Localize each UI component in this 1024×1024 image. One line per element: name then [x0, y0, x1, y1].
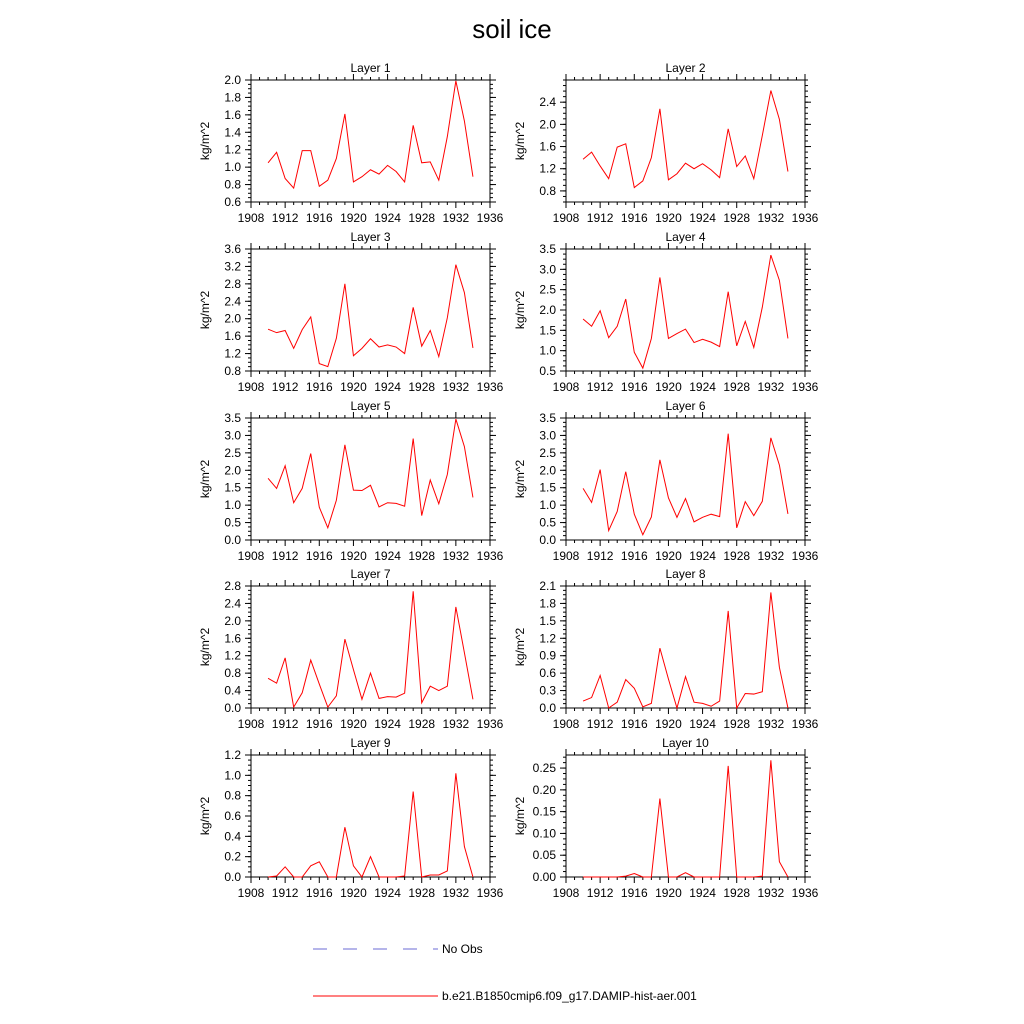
x-tick-label: 1912: [271, 549, 299, 563]
y-tick-label: 2.0: [539, 303, 556, 317]
x-tick-label: 1916: [305, 886, 333, 900]
series-line: [583, 255, 788, 368]
x-tick-label: 1936: [791, 211, 819, 225]
y-tick-label: 0.8: [224, 666, 241, 681]
y-tick-label: 0.0: [224, 533, 241, 547]
x-tick-label: 1924: [374, 211, 401, 225]
y-tick-label: 3.0: [539, 262, 556, 277]
x-tick-label: 1916: [620, 211, 648, 225]
x-tick-label: 1928: [723, 717, 751, 731]
y-tick-label: 2.0: [224, 613, 241, 628]
y-tick-label: 1.5: [539, 613, 556, 628]
y-axis-label: kg/m^2: [513, 627, 527, 667]
x-tick-label: 1924: [374, 886, 401, 900]
y-tick-label: 2.4: [224, 596, 241, 611]
y-tick-label: 1.6: [224, 107, 241, 122]
y-tick-label: 0.6: [539, 666, 556, 681]
x-tick-label: 1928: [723, 886, 751, 900]
x-tick-label: 1916: [305, 549, 333, 563]
y-tick-label: 1.8: [539, 596, 556, 611]
x-tick-label: 1908: [237, 717, 265, 731]
x-tick-label: 1936: [791, 549, 819, 563]
panel-title: Layer 1: [350, 61, 391, 75]
y-tick-label: 0.00: [532, 870, 556, 884]
y-tick-label: 0.25: [532, 761, 556, 776]
panel-8: [513, 567, 819, 731]
panel-2: [513, 61, 819, 225]
y-tick-label: 2.0: [224, 463, 241, 478]
x-tick-label: 1912: [586, 211, 614, 225]
x-tick-label: 1908: [237, 549, 265, 563]
x-tick-label: 1924: [374, 380, 401, 394]
y-axis-label: kg/m^2: [198, 627, 212, 667]
x-tick-label: 1912: [586, 380, 614, 394]
y-tick-label: 2.0: [539, 463, 556, 478]
y-tick-label: 0.8: [224, 177, 241, 192]
x-tick-label: 1916: [620, 549, 648, 563]
y-tick-label: 0.8: [539, 183, 556, 198]
y-tick-label: 1.6: [224, 329, 241, 344]
series-line: [268, 81, 473, 188]
y-tick-label: 0.20: [532, 782, 556, 797]
x-tick-label: 1932: [757, 886, 785, 900]
x-tick-label: 1908: [552, 717, 580, 731]
y-tick-label: 1.2: [224, 648, 241, 663]
x-tick-label: 1928: [723, 380, 751, 394]
panel-5: [198, 399, 504, 563]
y-tick-label: 1.6: [224, 631, 241, 646]
x-tick-label: 1924: [689, 211, 716, 225]
series-line: [268, 419, 473, 528]
x-tick-label: 1916: [305, 380, 333, 394]
x-tick-label: 1932: [442, 211, 470, 225]
x-tick-label: 1924: [689, 886, 716, 900]
x-tick-label: 1912: [271, 380, 299, 394]
y-tick-label: 1.2: [224, 748, 241, 762]
panel-title: Layer 4: [665, 230, 706, 244]
y-tick-label: 0.2: [224, 849, 241, 864]
x-tick-label: 1908: [237, 886, 265, 900]
y-tick-label: 0.6: [224, 195, 241, 209]
y-tick-label: 2.5: [224, 445, 241, 460]
y-axis-label: kg/m^2: [513, 290, 527, 330]
y-tick-label: 2.0: [539, 117, 556, 132]
y-tick-label: 3.5: [539, 411, 556, 425]
y-tick-label: 0.8: [224, 364, 241, 378]
x-tick-label: 1932: [442, 380, 470, 394]
y-tick-label: 3.6: [224, 242, 241, 256]
y-tick-label: 2.8: [224, 276, 241, 291]
y-tick-label: 1.2: [539, 161, 556, 176]
y-tick-label: 0.05: [532, 848, 556, 863]
x-tick-label: 1916: [620, 717, 648, 731]
series-line: [268, 773, 473, 877]
panel-title: Layer 10: [662, 736, 709, 750]
x-tick-label: 1928: [723, 211, 751, 225]
y-tick-label: 1.2: [224, 346, 241, 361]
x-tick-label: 1920: [340, 717, 367, 731]
panel-title: Layer 3: [350, 230, 391, 244]
x-tick-label: 1920: [655, 380, 682, 394]
x-tick-label: 1920: [655, 886, 682, 900]
panel-title: Layer 7: [350, 567, 391, 581]
panel-title: Layer 8: [665, 567, 706, 581]
y-tick-label: 2.5: [539, 282, 556, 297]
x-tick-label: 1908: [552, 211, 580, 225]
y-tick-label: 1.6: [539, 139, 556, 154]
y-tick-label: 1.0: [224, 160, 241, 175]
plot-frame: [566, 755, 805, 877]
plot-frame: [251, 249, 490, 371]
series-line: [583, 434, 788, 535]
y-axis-label: kg/m^2: [513, 121, 527, 161]
x-tick-label: 1924: [374, 717, 401, 731]
panel-title: Layer 5: [350, 399, 391, 413]
x-tick-label: 1908: [552, 886, 580, 900]
y-tick-label: 1.2: [224, 142, 241, 157]
x-tick-label: 1936: [476, 717, 504, 731]
y-axis-label: kg/m^2: [513, 459, 527, 499]
x-tick-label: 1912: [271, 886, 299, 900]
y-tick-label: 3.2: [224, 259, 241, 274]
x-tick-label: 1920: [340, 211, 367, 225]
panel-1: [198, 61, 504, 225]
y-tick-label: 0.5: [224, 515, 241, 530]
y-tick-label: 0.6: [224, 809, 241, 823]
plot-frame: [251, 755, 490, 877]
x-tick-label: 1936: [791, 886, 819, 900]
x-tick-label: 1912: [586, 717, 614, 731]
x-tick-label: 1912: [271, 211, 299, 225]
y-tick-label: 0.0: [224, 870, 241, 884]
series-line: [583, 592, 788, 708]
x-tick-label: 1920: [340, 886, 367, 900]
y-tick-label: 1.5: [224, 480, 241, 495]
x-tick-label: 1936: [476, 211, 504, 225]
y-tick-label: 0.0: [539, 533, 556, 547]
x-tick-label: 1932: [757, 717, 785, 731]
series-line: [268, 265, 473, 367]
y-tick-label: 3.5: [539, 242, 556, 256]
plot-frame: [251, 586, 490, 708]
y-tick-label: 3.0: [224, 428, 241, 443]
plot-frame: [251, 80, 490, 202]
series-line: [583, 760, 788, 877]
x-tick-label: 1928: [408, 549, 436, 563]
x-tick-label: 1928: [408, 717, 436, 731]
x-tick-label: 1928: [408, 886, 436, 900]
y-tick-label: 0.9: [539, 648, 556, 663]
y-axis-label: kg/m^2: [198, 796, 212, 836]
series-line: [268, 591, 473, 707]
legend-label: No Obs: [442, 942, 483, 956]
y-tick-label: 0.3: [539, 683, 556, 698]
y-tick-label: 0.8: [224, 788, 241, 803]
y-tick-label: 1.5: [539, 323, 556, 338]
y-tick-label: 0.15: [532, 804, 556, 819]
panel-9: [198, 736, 504, 900]
y-tick-label: 0.4: [224, 829, 241, 844]
y-tick-label: 2.8: [224, 579, 241, 593]
panel-3: [198, 230, 504, 394]
x-tick-label: 1924: [689, 717, 716, 731]
x-tick-label: 1932: [757, 380, 785, 394]
y-tick-label: 0.4: [224, 683, 241, 698]
y-tick-label: 0.10: [532, 826, 556, 841]
x-tick-label: 1936: [476, 886, 504, 900]
x-tick-label: 1912: [271, 717, 299, 731]
x-tick-label: 1936: [476, 549, 504, 563]
y-tick-label: 1.0: [224, 768, 241, 783]
x-tick-label: 1920: [655, 549, 682, 563]
chart-title: soil ice: [472, 14, 552, 44]
x-tick-label: 1936: [791, 380, 819, 394]
panel-title: Layer 9: [350, 736, 391, 750]
x-tick-label: 1932: [757, 549, 785, 563]
x-tick-label: 1936: [791, 717, 819, 731]
y-tick-label: 1.0: [539, 343, 556, 358]
y-tick-label: 2.0: [224, 73, 241, 87]
y-tick-label: 0.0: [224, 701, 241, 715]
x-tick-label: 1916: [620, 886, 648, 900]
y-tick-label: 2.1: [539, 579, 556, 593]
x-tick-label: 1924: [374, 549, 401, 563]
panel-title: Layer 6: [665, 399, 706, 413]
x-tick-label: 1908: [237, 380, 265, 394]
y-tick-label: 3.5: [224, 411, 241, 425]
y-tick-label: 2.5: [539, 445, 556, 460]
legend-label: b.e21.B1850cmip6.f09_g17.DAMIP-hist-aer.001: [442, 989, 697, 1003]
x-tick-label: 1920: [340, 549, 367, 563]
x-tick-label: 1928: [408, 380, 436, 394]
legend: [313, 942, 697, 1003]
x-tick-label: 1908: [552, 549, 580, 563]
y-tick-label: 1.0: [224, 498, 241, 513]
y-tick-label: 1.4: [224, 125, 241, 140]
y-tick-label: 0.5: [539, 515, 556, 530]
plot-frame: [566, 586, 805, 708]
y-tick-label: 0.0: [539, 701, 556, 715]
x-tick-label: 1920: [655, 717, 682, 731]
y-axis-label: kg/m^2: [513, 796, 527, 836]
panel-7: [198, 567, 504, 731]
x-tick-label: 1916: [620, 380, 648, 394]
y-tick-label: 2.0: [224, 311, 241, 326]
x-tick-label: 1924: [689, 549, 716, 563]
y-tick-label: 2.4: [539, 95, 556, 110]
y-axis-label: kg/m^2: [198, 290, 212, 330]
panel-10: [513, 736, 819, 900]
y-tick-label: 1.0: [539, 498, 556, 513]
x-tick-label: 1932: [442, 886, 470, 900]
x-tick-label: 1916: [305, 211, 333, 225]
series-line: [583, 91, 788, 188]
y-tick-label: 3.0: [539, 428, 556, 443]
x-tick-label: 1912: [586, 886, 614, 900]
panel-4: [513, 230, 819, 394]
x-tick-label: 1932: [442, 549, 470, 563]
panel-6: [513, 399, 819, 563]
x-tick-label: 1928: [408, 211, 436, 225]
y-tick-label: 1.2: [539, 631, 556, 646]
x-tick-label: 1916: [305, 717, 333, 731]
x-tick-label: 1912: [586, 549, 614, 563]
y-tick-label: 1.8: [224, 90, 241, 105]
y-axis-label: kg/m^2: [198, 459, 212, 499]
x-tick-label: 1928: [723, 549, 751, 563]
x-tick-label: 1932: [757, 211, 785, 225]
y-tick-label: 0.5: [539, 364, 556, 378]
x-tick-label: 1932: [442, 717, 470, 731]
panel-title: Layer 2: [665, 61, 706, 75]
x-tick-label: 1908: [237, 211, 265, 225]
x-tick-label: 1920: [340, 380, 367, 394]
x-tick-label: 1936: [476, 380, 504, 394]
y-tick-label: 1.5: [539, 480, 556, 495]
y-axis-label: kg/m^2: [198, 121, 212, 161]
x-tick-label: 1924: [689, 380, 716, 394]
x-tick-label: 1920: [655, 211, 682, 225]
x-tick-label: 1908: [552, 380, 580, 394]
plot-frame: [251, 418, 490, 540]
y-tick-label: 2.4: [224, 294, 241, 309]
